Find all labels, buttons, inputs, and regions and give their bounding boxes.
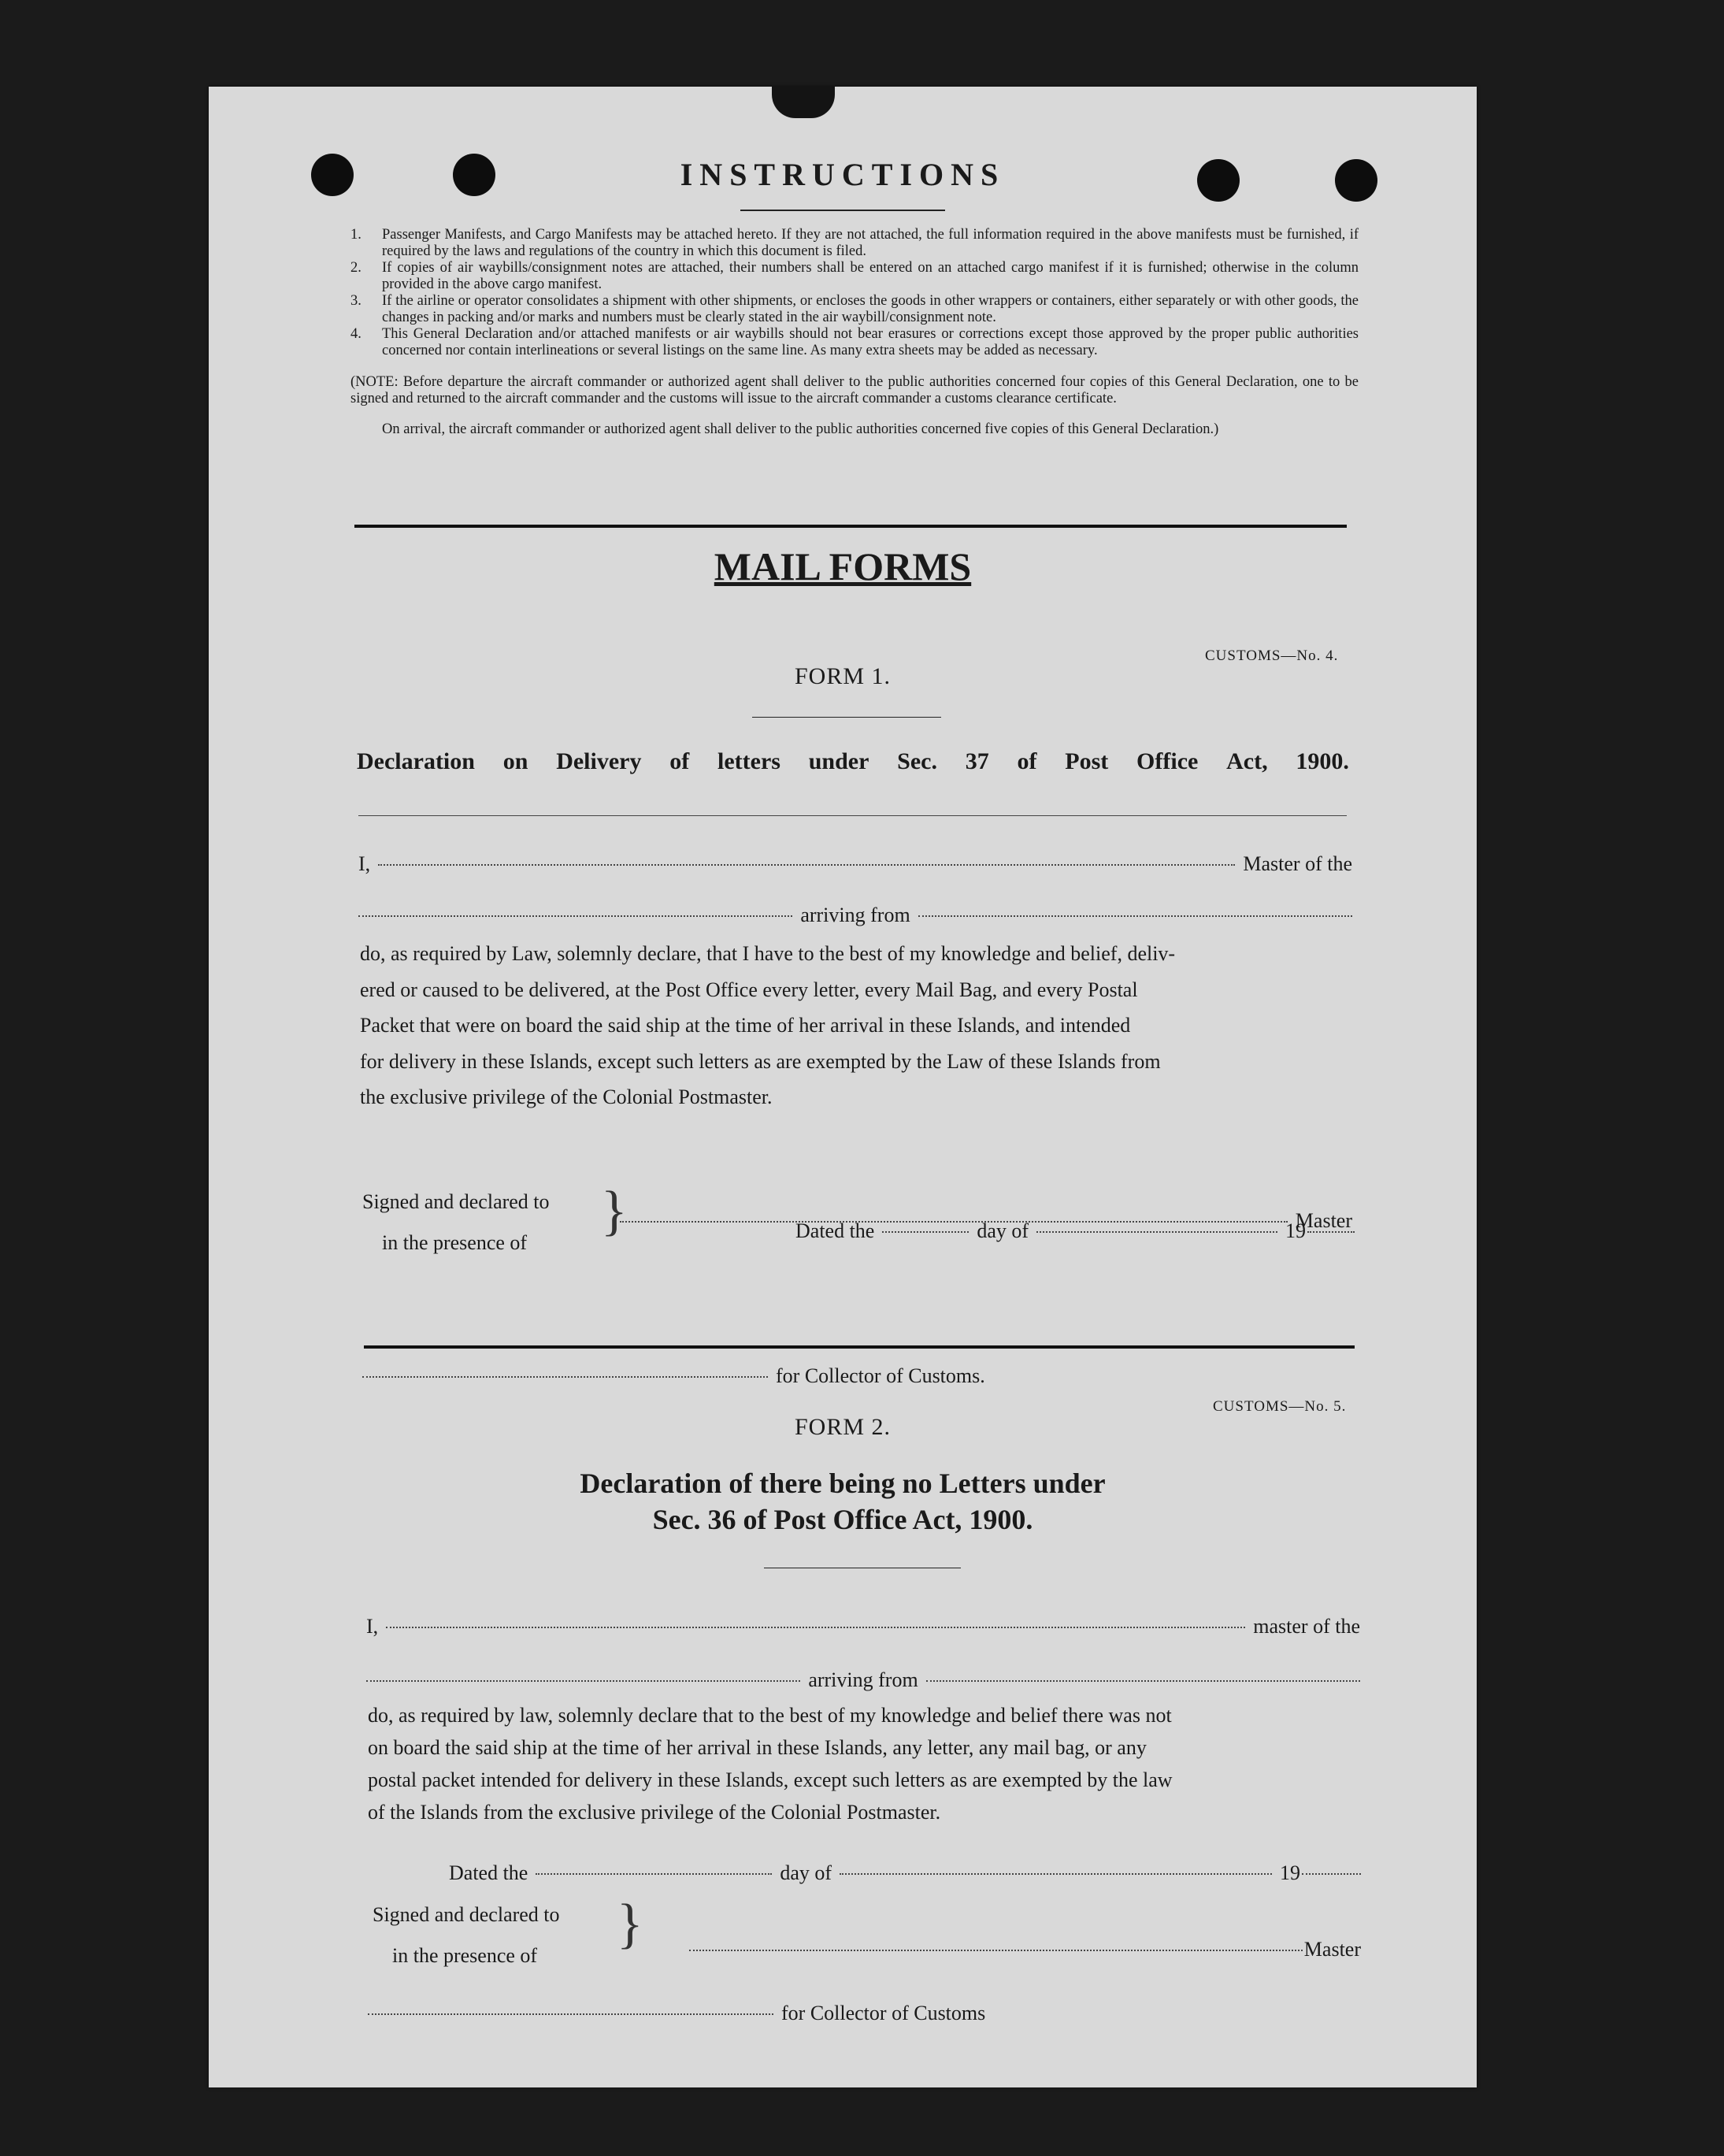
- heading-word: of: [1017, 748, 1037, 774]
- day-of-label: day of: [780, 1861, 832, 1884]
- body-line: on board the said ship at the time of her arrival in these Islands, any letter, any mail bag, or any: [368, 1736, 1147, 1759]
- origin-field[interactable]: [926, 1679, 1360, 1682]
- master-signature-field[interactable]: [689, 1949, 1303, 1951]
- heading-word: under: [808, 748, 869, 774]
- form1-master-row: [358, 852, 1352, 876]
- heading-word: 1900.: [1296, 748, 1349, 774]
- form2-master-signature-row: [689, 1938, 1361, 1961]
- master-name-field[interactable]: [386, 1626, 1245, 1628]
- form2-customs-number: CUSTOMS—No. 5.: [1213, 1398, 1347, 1415]
- heading-word: on: [502, 748, 528, 774]
- form1-collector-row: [362, 1364, 1150, 1388]
- collector-signature-field[interactable]: [362, 1375, 768, 1378]
- item-text: If the airline or operator consolidates a shipment with other shipments, or encloses the goods in other wrappers or containers, either separately or with other goods, the changes in packing and/or marks and numbers must be clearly stated in the air waybill/consignment note.: [382, 293, 1359, 325]
- master-of-label: Master of the: [1243, 852, 1352, 875]
- year-field[interactable]: [1302, 1872, 1361, 1875]
- collector-label: for Collector of Customs: [781, 2002, 986, 2024]
- body-line: postal packet intended for delivery in these Islands, except such letters as are exempted by the law: [368, 1768, 1173, 1791]
- instructions-list: [350, 227, 1359, 453]
- origin-field[interactable]: [918, 915, 1352, 917]
- form1-master-signature-row: [620, 1209, 1352, 1233]
- collector-signature-field[interactable]: [368, 2013, 773, 2015]
- heading-word: Act,: [1226, 748, 1268, 774]
- i-label: I,: [366, 1615, 379, 1638]
- form2-ship-row: [366, 1668, 1360, 1692]
- master-label: Master: [1295, 1209, 1352, 1232]
- form2-signed-block: [373, 1894, 560, 1976]
- instruction-note: [350, 374, 1359, 439]
- form1-ship-row: [358, 904, 1352, 927]
- heading-word: Declaration: [357, 748, 475, 774]
- year-prefix: 19: [1280, 1861, 1300, 1884]
- item-number: 2.: [350, 260, 361, 276]
- instruction-item-2: [350, 260, 1359, 293]
- body-line: do, as required by law, solemnly declare that to the best of my knowledge and belief there was not: [368, 1704, 1172, 1727]
- master-label: Master: [1303, 1938, 1361, 1961]
- body-line: the exclusive privilege of the Colonial Postmaster.: [360, 1085, 773, 1108]
- master-name-field[interactable]: [378, 863, 1235, 866]
- form1-brace: }: [601, 1181, 628, 1241]
- form1-heading-rule: [358, 815, 1347, 816]
- body-line: of the Islands from the exclusive privilege of the Colonial Postmaster.: [368, 1801, 941, 1824]
- instruction-item-1: [350, 227, 1359, 260]
- mail-forms-title: MAIL FORMS: [714, 544, 972, 588]
- instruction-item-4: [350, 326, 1359, 359]
- form1-body: [360, 936, 1354, 1115]
- form2-title: FORM 2.: [794, 1414, 892, 1440]
- body-line: do, as required by Law, solemnly declare, that I have to the best of my knowledge and belief, deliv-: [360, 942, 1176, 965]
- form2-dated-row: [449, 1861, 1361, 1885]
- document-page: [209, 87, 1477, 2087]
- signed-label-1: Signed and declared to: [373, 1903, 560, 1926]
- instructions-title: INSTRUCTIONS: [680, 157, 1006, 192]
- item-number: 1.: [350, 227, 361, 243]
- year-prefix: 19: [1285, 1219, 1306, 1242]
- note-text-1: (NOTE: Before departure the aircraft commander or authorized agent shall deliver to the public authorities concerned four copies of this General Declaration, one to be signed and returned to the aircraft commander and the customs will issue to the aircraft commander a customs clearance certificate.: [350, 373, 1359, 406]
- signed-label-2: in the presence of: [392, 1944, 538, 1967]
- body-line: for delivery in these Islands, except such letters as are exempted by the Law of these Islands from: [360, 1049, 1161, 1073]
- section-divider: [354, 525, 1347, 528]
- day-of-label: day of: [977, 1219, 1029, 1242]
- arriving-from-label: arriving from: [808, 1668, 918, 1691]
- note-text-2: On arrival, the aircraft commander or authorized agent shall deliver to the public authorities concerned five copies of this General Declaration.): [382, 421, 1219, 437]
- heading-word: Post: [1065, 748, 1109, 774]
- heading-word: 37: [965, 748, 989, 774]
- heading-word: Sec.: [897, 748, 937, 774]
- title-divider: [740, 210, 945, 211]
- master-signature-field[interactable]: [620, 1220, 1288, 1223]
- heading-word: letters: [717, 748, 780, 774]
- heading-line-1: Declaration of there being no Letters under: [580, 1468, 1106, 1499]
- form2-brace: }: [617, 1894, 643, 1954]
- collector-label: for Collector of Customs.: [776, 1364, 985, 1387]
- form1-signed-block: [362, 1182, 550, 1264]
- signed-label-2: in the presence of: [382, 1231, 528, 1254]
- heading-line-2: Sec. 36 of Post Office Act, 1900.: [652, 1504, 1033, 1535]
- form1-customs-number: CUSTOMS—No. 4.: [1205, 648, 1339, 664]
- item-text: If copies of air waybills/consignment notes are attached, their numbers shall be entered on an attached cargo manifest if it is furnished; otherwise in the column provided in the above cargo manifest.: [382, 260, 1359, 292]
- staple-notch: [772, 87, 835, 118]
- form1-title-divider: [752, 717, 941, 718]
- body-line: Packet that were on board the said ship at the time of her arrival in these Islands, and intended: [360, 1014, 1131, 1037]
- item-number: 4.: [350, 326, 361, 342]
- forms-divider: [364, 1345, 1355, 1349]
- item-text: This General Declaration and/or attached manifests or air waybills should not bear erasures or corrections except those approved by the proper public authorities concerned nor contain interlineations or several listings on the same line. As many extra sheets may be added as necessary.: [382, 326, 1359, 358]
- master-of-label: master of the: [1253, 1615, 1360, 1638]
- form2-collector-row: [368, 2002, 1155, 2025]
- arriving-from-label: arriving from: [800, 904, 910, 926]
- ship-name-field[interactable]: [366, 1679, 800, 1682]
- month-field[interactable]: [840, 1872, 1272, 1875]
- form2-declaration-heading: [209, 1465, 1477, 1538]
- heading-word: Office: [1136, 748, 1199, 774]
- dated-the-label: Dated the: [795, 1219, 875, 1242]
- instruction-item-3: [350, 293, 1359, 326]
- signed-label-1: Signed and declared to: [362, 1190, 550, 1213]
- dated-the-label: Dated the: [449, 1861, 528, 1884]
- heading-word: of: [669, 748, 690, 774]
- item-number: 3.: [350, 293, 361, 309]
- form2-master-row: [366, 1615, 1360, 1638]
- body-line: ered or caused to be delivered, at the Post Office every letter, every Mail Bag, and every Postal: [360, 978, 1138, 1001]
- day-field[interactable]: [536, 1872, 772, 1875]
- ship-name-field[interactable]: [358, 915, 792, 917]
- i-label: I,: [358, 852, 371, 875]
- form1-title: FORM 1.: [794, 663, 892, 689]
- form1-declaration-heading: [357, 748, 1349, 775]
- item-text: Passenger Manifests, and Cargo Manifests may be attached hereto. If they are not attached, the full information required in the above manifests must be furnished, if required by the laws and regulations of the country in which this document is filed.: [382, 227, 1359, 259]
- heading-word: Delivery: [556, 748, 642, 774]
- form2-body: [368, 1699, 1362, 1828]
